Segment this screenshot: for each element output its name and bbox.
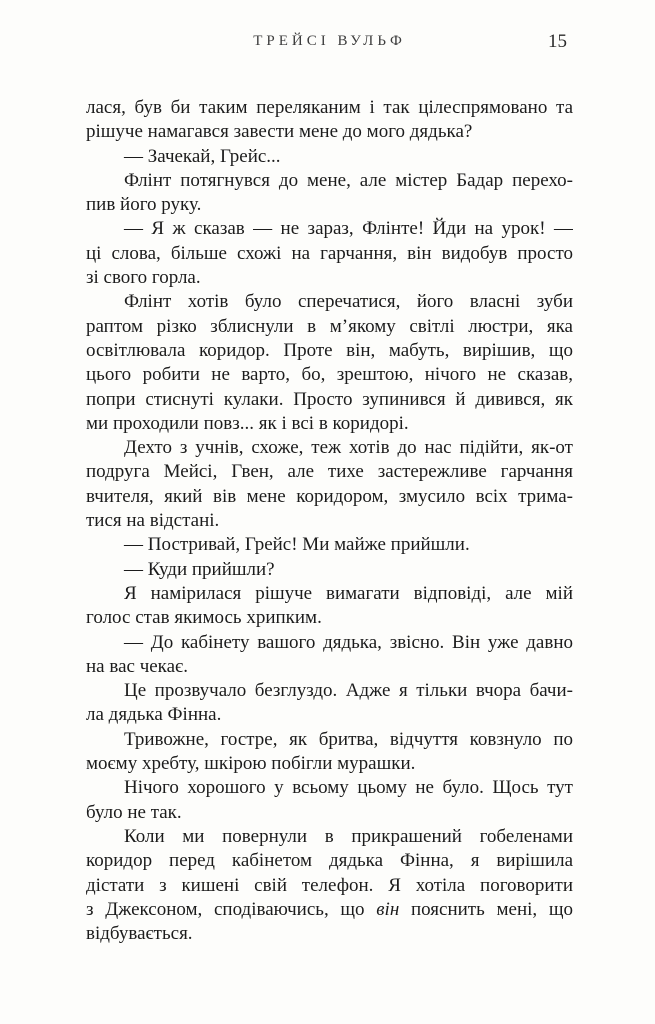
paragraph — [86, 776, 573, 825]
paragraph — [86, 533, 573, 557]
page-number: 15 — [548, 31, 567, 52]
body-line: освітлювала коридор. Проте він, мабуть, вирішив, що — [86, 339, 573, 361]
body-line: Нічого хорошого у всьому цьому не було. Щось тут — [124, 777, 573, 799]
body-line: на вас чекає. — [86, 655, 188, 677]
body-line: пив його руку. — [86, 194, 202, 216]
body-line: — Куди прийшли? — [124, 558, 275, 580]
paragraph — [86, 96, 573, 145]
body-line: — Я ж сказав — не зараз, Флінте! Йди на урок! — — [124, 218, 573, 240]
running-title: ТРЕЙСІ ВУЛЬФ — [253, 33, 406, 49]
body-line: Тривожне, гостре, як бритва, відчуття ковзнуло по — [124, 728, 573, 750]
paragraph — [86, 679, 573, 728]
paragraph — [86, 631, 573, 680]
body-line: зі свого горла. — [86, 267, 201, 289]
body-line: Дехто з учнів, схоже, теж хотів до нас підійти, як-от — [124, 437, 573, 459]
body-line: Флінт хотів було сперечатися, його власні зуби — [124, 291, 573, 313]
text-segment: з Джексоном, сподіваючись, що — [86, 898, 377, 920]
emphasized-word: він — [376, 898, 400, 920]
body-line — [86, 898, 573, 922]
body-line: було не так. — [86, 801, 182, 823]
body-line: ла дядька Фінна. — [86, 704, 222, 726]
paragraph — [86, 825, 573, 946]
body-line: коридор перед кабінетом дядька Фінна, я вирішила — [86, 850, 573, 872]
body-line: рішуче намагався завести мене до мого дядька? — [86, 121, 473, 143]
body-line: — Постривай, Грейс! Ми майже прийшли. — [124, 534, 470, 556]
paragraph — [86, 436, 573, 533]
body-line: ми проходили повз... як і всі в коридорі. — [86, 412, 409, 434]
body-line: — Зачекай, Грейс... — [124, 145, 281, 167]
body-line: вчителя, який вів мене коридором, змусило всіх трима- — [86, 485, 573, 507]
body-line: моєму хребту, шкірою побігли мурашки. — [86, 753, 416, 775]
body-line: дістати з кишені свій телефон. Я хотіла поговорити — [86, 874, 573, 896]
body-line: — До кабінету вашого дядька, звісно. Він уже давно — [124, 631, 573, 653]
body-line: лася, був би таким переляканим і так цілеспрямовано та — [86, 97, 573, 118]
body-line: відбувається. — [86, 923, 193, 945]
body-line: тися на відстані. — [86, 510, 220, 532]
body-line: раптом різко зблиснули в м’якому світлі люстри, яка — [86, 315, 573, 337]
body-line: Це прозвучало безглуздо. Адже я тільки вчора бачи- — [124, 680, 573, 702]
page-header — [86, 31, 573, 53]
body-line: цього робити не варто, бо, зрештою, нічого не сказав, — [86, 364, 573, 386]
body-line: попри стиснуті кулаки. Просто зупинився й дивився, як — [86, 388, 573, 410]
paragraph — [86, 290, 573, 436]
paragraph — [86, 217, 573, 290]
paragraph — [86, 169, 573, 218]
paragraph — [86, 728, 573, 777]
body-line: голос став якимось хрипким. — [86, 607, 322, 629]
paragraph — [86, 582, 573, 631]
paragraph — [86, 145, 573, 169]
body-line: Флінт потягнувся до мене, але містер Бадар перехо- — [124, 169, 573, 191]
body-line: подруга Мейсі, Гвен, але тихе застережливе гарчання — [86, 461, 573, 483]
page-body — [86, 96, 573, 946]
body-line: ці слова, більше схожі на гарчання, він видобув просто — [86, 242, 573, 264]
body-line: Я намірилася рішуче вимагати відповіді, але мій — [124, 582, 573, 604]
paragraph — [86, 558, 573, 582]
body-line: Коли ми повернули в прикрашений гобеленами — [124, 825, 573, 847]
text-segment: пояснить мені, що — [399, 898, 573, 920]
